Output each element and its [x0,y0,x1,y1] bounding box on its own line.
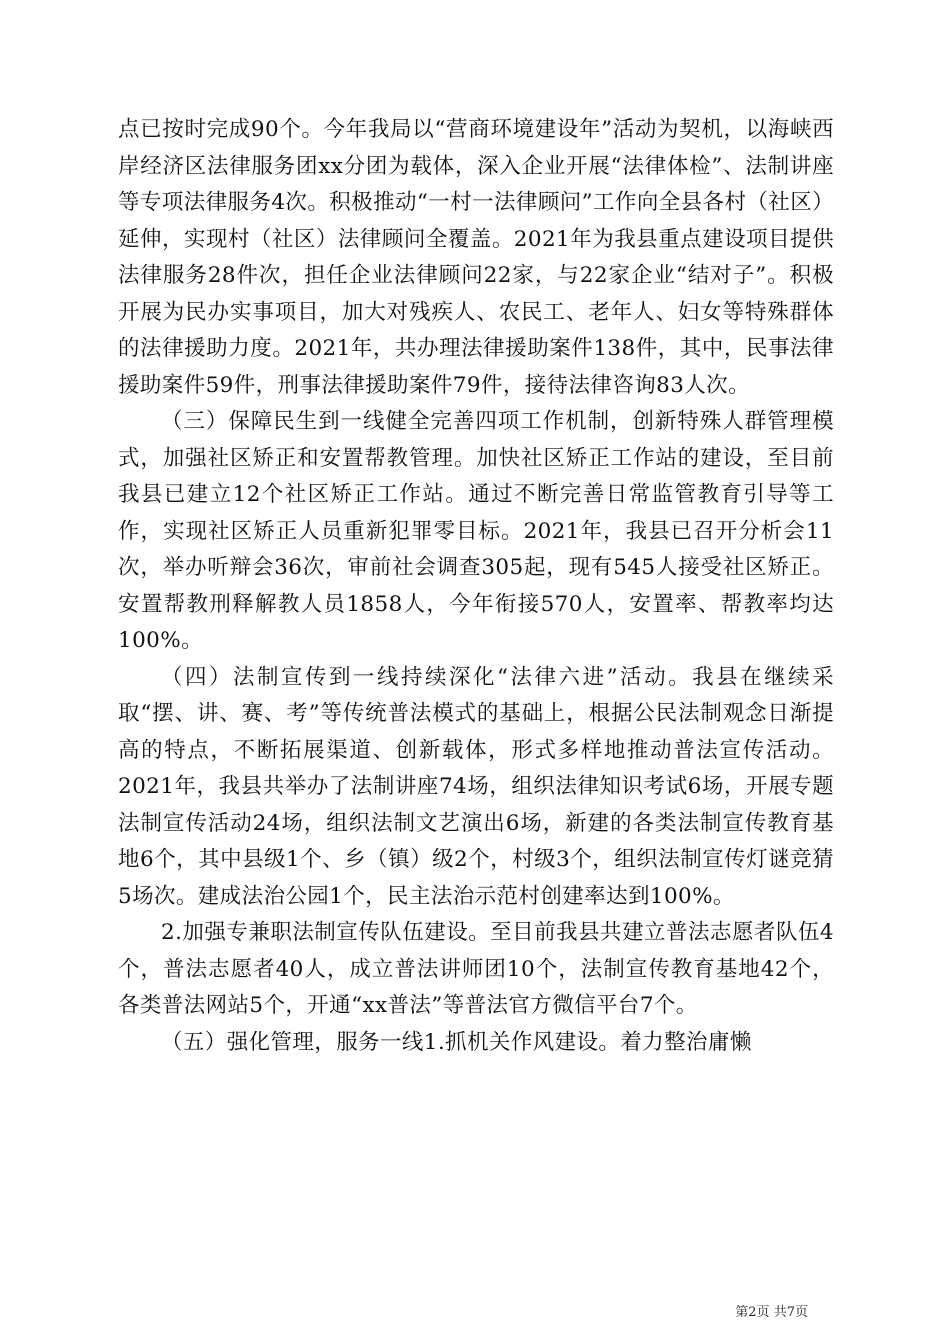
footer-suffix: 页 [794,1305,808,1320]
footer-prefix: 第 [735,1305,749,1320]
paragraph-community-correction: （三）保障民生到一线健全完善四项工作机制，创新特殊人群管理模式，加强社区矫正和安置帮教管理。加快社区矫正工作站的建设，至目前我县已建立12个社区矫正工作站。通过不断完善日常监管教育引导等工作，实现社区矫正人员重新犯罪零目标。2021年，我县已召开分析会11次，举办听辩会36次，审前社会调查305起，现有545人接受社区矫正。安置帮教刑释解教人员1858人，今年衔接570人，安置率、帮教率均达100%。 [118,409,834,653]
footer-current-page: 2 [748,1305,757,1320]
footer-middle: 页 共 [756,1305,787,1320]
footer-total-pages: 7 [786,1305,795,1320]
paragraph-management: （五）强化管理，服务一线1.抓机关作风建设。着力整治庸懒 [161,1029,752,1055]
page-number-footer [735,1305,808,1321]
paragraph-legal-services: 点已按时完成90个。今年我局以“营商环境建设年”活动为契机，以海峡西岸经济区法律服务团xx分团为载体，深入企业开展“法律体检”、法制讲座等专项法律服务4次。积极推动“一村一法律顾问”工作向全县各村（社区）延伸，实现村（社区）法律顾问全覆盖。2021年为我县重点建设项目提供法律服务28件次，担任企业法律顾问22家，与22家企业“结对子”。积极开展为民办实事项目，加大对残疾人、农民工、老年人、妇女等特殊群体的法律援助力度。2021年，共办理法律援助案件138件，其中，民事法律援助案件59件，刑事法律援助案件79件，接待法律咨询83人次。 [118,117,834,398]
paragraph-legal-publicity: （四）法制宣传到一线持续深化“法律六进”活动。我县在继续采取“摆、讲、赛、考”等传统普法模式的基础上，根据公民法制观念日渐提高的特点，不断拓展渠道、创新载体，形式多样地推动普法宣传活动。2021年，我县共举办了法制讲座74场，组织法律知识考试6场，开展专题法制宣传活动24场，组织法制文艺演出6场，新建的各类法制宣传教育基地6个，其中县级1个、乡（镇）级2个，村级3个，组织法制宣传灯谜竞猜5场次。建成法治公园1个，民主法治示范村创建率达到100%。 [118,664,834,909]
document-body [118,112,834,1061]
paragraph-publicity-team: 2.加强专兼职法制宣传队伍建设。至目前我县共建立普法志愿者队伍4个，普法志愿者40人，成立普法讲师团10个，法制宣传教育基地42个，各类普法网站5个，开通“xx普法”等普法官方微信平台7个。 [118,920,834,1018]
